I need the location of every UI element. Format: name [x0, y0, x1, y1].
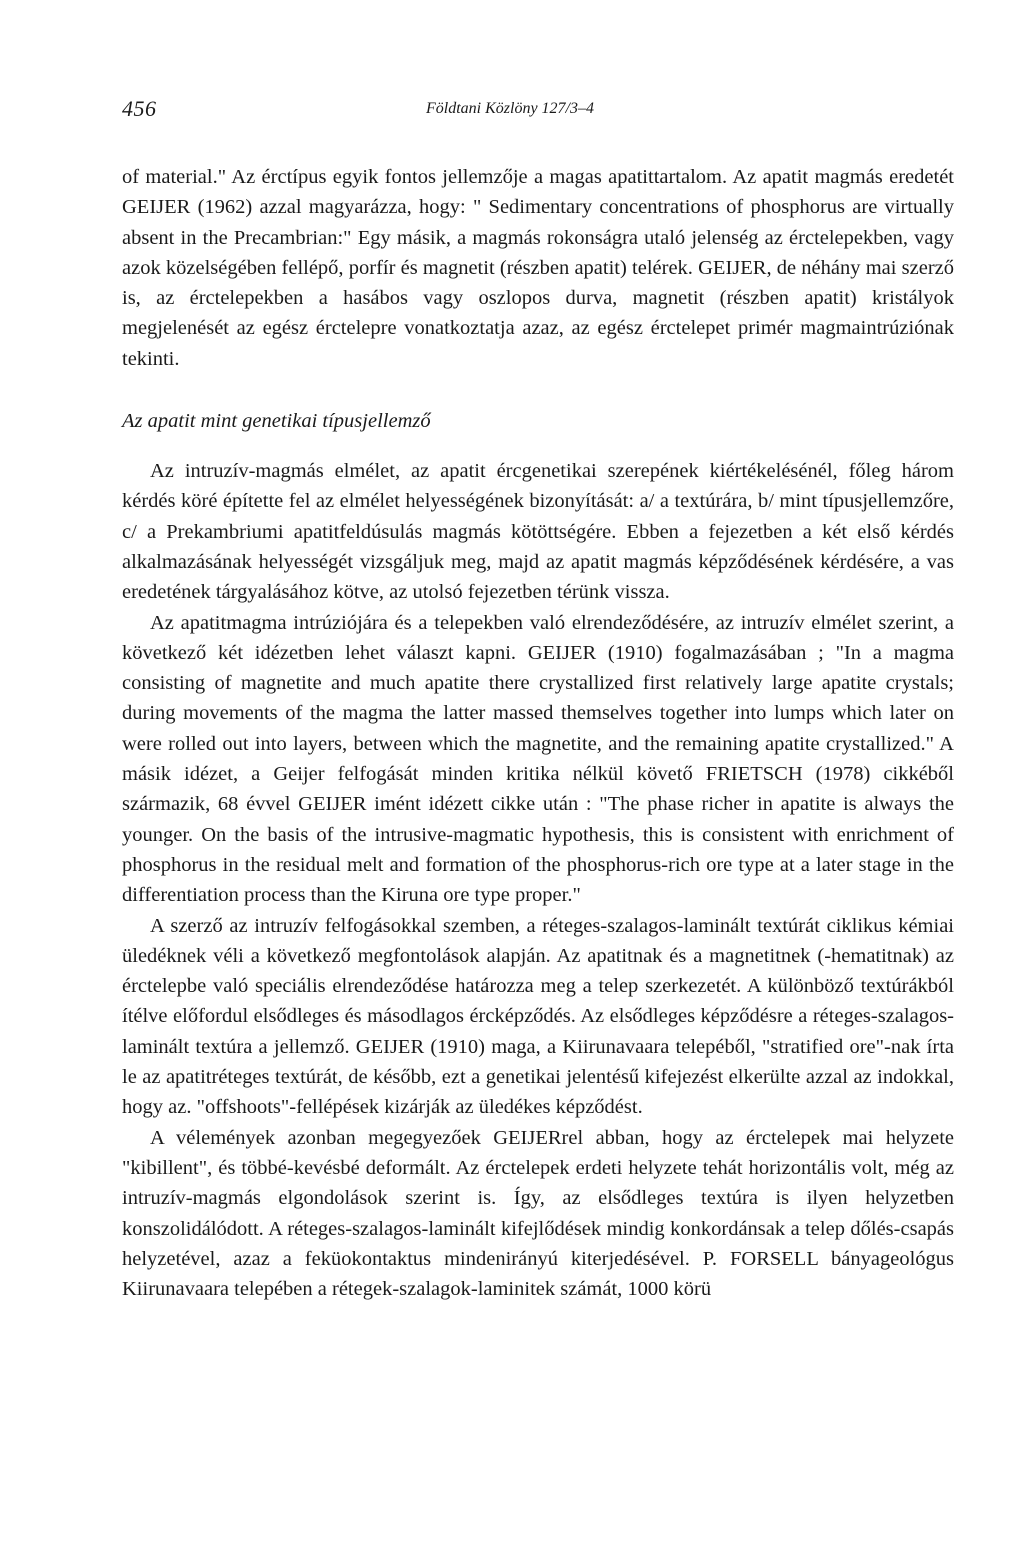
- body-paragraph-continued: of material." Az érctípus egyik fontos jellemzője a magas apatittartalom. Az apatit magmás eredetét GEIJER (1962) azzal magyarázza, hogy: " Sedimentary concentrations of phosphorus are virtually absent in the Precambrian:" Egy másik, a magmás rokonságra utaló jelenség az érctelepekben, vagy azok közelségében fellépő, porfír és magnetit (részben apatit) telérek. GEIJER, de néhány mai szerző is, az érctelepekben a hasábos vagy oszlopos durva, magnetit (részben apatit) kristályok megjelenését az egész érctelepre vonatkoztatja azaz, az egész érctelepet primér magmaintrúziónak tekinti.: [122, 166, 954, 370]
- document-page: [122, 96, 954, 1304]
- body-paragraph: A szerző az intruzív felfogásokkal szemben, a réteges-szalagos-laminált textúrát ciklikus kémiai üledéknek véli a következő megfontolások alapján. Az apatitnak és a magnetitnek (-hematitnak) az érctelepbe való speciális elrendeződése határozza meg a telep szerkezetét. A különböző textúrákból ítélve előfordul elsődleges és másodlagos ércképződés. Az elsődleges képződésre a réteges-szalagos-laminált textúra a jellemző. GEIJER (1910) maga, a Kiirunavaara telepéből, "stratified ore"-nak írta le az apatitréteges textúrát, de később, ezt a genetikai jelentésű kifejezést elkerülte azzal az indokkal, hogy az. "offshoots"-fellépések kizárják az üledékes képződést.: [122, 914, 954, 1119]
- journal-title: Földtani Közlöny 127/3–4: [426, 100, 594, 117]
- section-heading: Az apatit mint genetikai típusjellemző: [122, 410, 431, 433]
- body-paragraph: Az apatitmagma intrúziójára és a telepekben való elrendeződésére, az intruzív elmélet szerint, a következő két idézetben lehet választ kapni. GEIJER (1910) fogalmazásában ; "In a magma consisting of magnetite and much apatite there crystallized first relatively large apatite crystals; during movements of the magma the latter massed themselves together into lumps which later on were rolled out into layers, between which the magnetite, and the remaining apatite crystallized." A másik idézet, a Geijer felfogását minden kritika nélkül követő FRIETSCH (1978) cikkéből származik, 68 évvel GEIJER imént idézett cikke után : "The phase richer in apatite is always the younger. On the basis of the intrusive-magmatic hypothesis, this is consistent with enrichment of phosphorus in the residual melt and formation of the phosphorus-rich ore type at a later stage in the differentiation process than the Kiruna ore type proper.": [122, 611, 954, 907]
- body-paragraph: A vélemények azonban megegyezőek GEIJERrel abban, hogy az érctelepek mai helyzete "kibillent", és többé-kevésbé deformált. Az érctelepek erdeti helyzete tehát horizontális volt, még az intruzív-magmás elgondolások szerint is. Így, az elsődleges textúra is ilyen helyzetben konszolidálódott. A réteges-szalagos-laminált kifejlődések mindig konkordánsak a telep dőlés-csapás helyzetével, azaz a feküokontaktus mindenirányú kiterjedésével. P. FORSELL bányageológus Kiirunavaara telepében a rétegek-szalagok-laminitek számát, 1000 körü: [122, 1126, 954, 1301]
- running-header: [122, 96, 954, 132]
- body-paragraph: Az intruzív-magmás elmélet, az apatit ércgenetikai szerepének kiértékelésénél, főleg három kérdés köré építette fel az elmélet helyességének bizonyítását: a/ a textúrára, b/ mint típusjellemzőre, c/ a Prekambriumi apatitfeldúsulás magmás kötöttségére. Ebben a fejezetben a két első kérdés alkalmazásának helyességét vizsgáljuk meg, majd az apatit magmás képződésének kérdésére, a vas eredetének tárgyalásához kötve, az utolsó fejezetben térünk vissza.: [122, 460, 954, 604]
- page-number: 456: [122, 96, 157, 121]
